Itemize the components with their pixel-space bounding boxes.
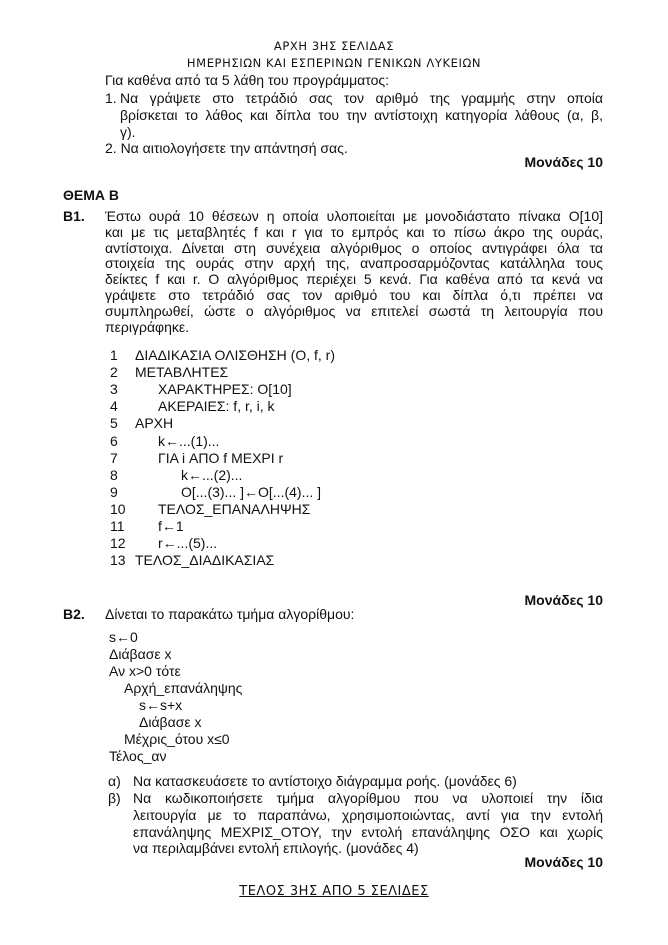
code-line-text: ΑΚΕΡΑΙΕΣ: f, r, i, k <box>158 398 275 415</box>
b2-code-line: Τέλος_αν <box>109 748 167 764</box>
b2-code-line: Αρχή_επανάληψης <box>124 680 243 696</box>
b2-question-b-label: β) <box>108 790 121 806</box>
section-title: ΘΕΜΑ Β <box>63 187 119 203</box>
code-line-text: ΔΙΑΔΙΚΑΣΙΑ ΟΛΙΣΘΗΣΗ (Ο, f, r) <box>135 347 336 363</box>
code-line-number: 5 <box>110 415 118 432</box>
b1-label: Β1. <box>63 208 85 224</box>
intro-item1-line: γ). <box>120 124 136 140</box>
code-line-number: 2 <box>110 364 118 381</box>
page-header-subtitle: ΗΜΕΡΗΣΙΩΝ ΚΑΙ ΕΣΠΕΡΙΝΩΝ ΓΕΝΙΚΩΝ ΛΥΚΕΙΩΝ <box>186 56 482 70</box>
b2-intro: Δίνεται το παρακάτω τμήμα αλγορίθμου: <box>105 606 355 622</box>
b2-code-line: Διάβασε x <box>139 714 202 730</box>
b2-question-b-line: να περιλαμβάνει εντολή επιλογής. (μονάδες 4) <box>133 840 419 857</box>
code-line-number: 12 <box>110 535 126 552</box>
code-line-number: 13 <box>110 552 126 569</box>
code-line-text: ΓΙΑ i ΑΠΟ f ΜΕΧΡΙ r <box>158 449 284 466</box>
code-line-text: k←...(2)... <box>181 466 243 483</box>
code-line-number: 1 <box>110 347 118 363</box>
b2-code-line: s←0 <box>109 629 138 645</box>
b2-question-b-line: επανάληψης ΜΕΧΡΙΣ_ΟΤΟΥ, την εντολή επανάληψης ΟΣΟ και χωρίς <box>133 823 603 840</box>
b2-code-line: Αν x>0 τότε <box>109 663 181 679</box>
code-line-text: f←1 <box>158 518 184 534</box>
code-line-text: ΧΑΡΑΚΤΗΡΕΣ: Ο[10] <box>158 381 292 398</box>
intro-item1-number: 1. <box>105 90 117 106</box>
page-header-title: ΑΡΧΗ 3ΗΣ ΣΕΛΙΔΑΣ <box>273 39 395 53</box>
code-line-text: r←...(5)... <box>158 535 218 552</box>
b1-paragraph-line: αντίστοιχα. Δίνεται στη συνέχεια αλγόριθμος ο οποίος αντιγράφει όλα τα <box>105 239 603 256</box>
intro-item1-line: βρίσκεται το λάθος και δίπλα του την αντίστοιχη κατηγορία λάθους (α, β, <box>120 107 603 123</box>
b2-code-line: s←s+x <box>139 697 183 713</box>
code-line-text: ΤΕΛΟΣ_ΔΙΑΔΙΚΑΣΙΑΣ <box>135 552 275 569</box>
b2-code-line: Διάβασε x <box>109 646 172 662</box>
b1-paragraph-line: και με τις μεταβλητές f και r για το εμπρός και το πίσω άκρο της ουράς, <box>105 223 603 240</box>
code-line-number: 10 <box>110 500 126 517</box>
code-line-number: 3 <box>110 381 118 398</box>
b1-paragraph-line: περιγράφηκε. <box>105 318 190 335</box>
code-line-text: ΜΕΤΑΒΛΗΤΕΣ <box>135 364 229 381</box>
b1-paragraph-line: συμπληρωθεί, ώστε ο αλγόριθμος να επιτελεί σωστά τη λειτουργία που <box>105 302 603 319</box>
points-intro: Μονάδες 10 <box>524 154 603 170</box>
b2-question-b-line: Να κωδικοποιήσετε τμήμα αλγορίθμου που να υλοποιεί την ίδια <box>133 790 603 806</box>
points-b1: Μονάδες 10 <box>524 592 603 608</box>
intro-item1-line: Να γράψετε στο τετράδιό σας τον αριθμό της γραμμής στην οποία <box>120 90 603 106</box>
b2-question-b-line: λειτουργία με το παραπάνω, χρησιμοποιώντας, αντί για την εντολή <box>133 806 603 823</box>
code-line-text: ΤΕΛΟΣ_ΕΠΑΝΑΛΗΨΗΣ <box>158 500 311 517</box>
b2-question-a-label: α) <box>108 773 121 789</box>
b1-paragraph-line: Έστω ουρά 10 θέσεων η οποία υλοποιείται με μονοδιάστατο πίνακα Ο[10] <box>105 208 603 224</box>
page-footer: ΤΕΛΟΣ 3ΗΣ ΑΠΟ 5 ΣΕΛΙΔΕΣ <box>239 884 429 899</box>
b2-code-line: Μέχρις_ότου x≤0 <box>124 731 230 747</box>
code-line-number: 11 <box>110 518 125 534</box>
code-line-number: 8 <box>110 466 118 483</box>
points-b2: Μονάδες 10 <box>524 854 603 870</box>
b2-question-a-text: Να κατασκευάσετε το αντίστοιχο διάγραμμα ροής. (μονάδες 6) <box>133 773 517 789</box>
code-line-text: ΑΡΧΗ <box>135 415 174 432</box>
intro-lead: Για καθένα από τα 5 λάθη του προγράμματος: <box>105 72 390 88</box>
code-line-number: 7 <box>110 449 118 466</box>
intro-item2: 2. Να αιτιολογήσετε την απάντησή σας. <box>105 140 348 156</box>
code-line-number: 9 <box>110 483 118 500</box>
code-line-number: 4 <box>110 398 118 415</box>
code-line-number: 6 <box>110 432 118 449</box>
b1-paragraph-line: στοιχεία της ουράς στην αρχή της, αναπροσαρμόζοντας κατάλληλα τους <box>105 255 603 272</box>
code-line-text: k←...(1)... <box>158 432 220 449</box>
b1-paragraph-line: γράψετε στο τετράδιό σας τον αριθμό του και δίπλα ό,τι πρέπει να <box>105 287 603 303</box>
code-line-text: Ο[...(3)... ]←Ο[...(4)... ] <box>181 483 322 500</box>
b1-paragraph-line: δείκτες f και r. Ο αλγόριθμος περιέχει 5 κενά. Για καθένα από τα κενά να <box>105 271 603 288</box>
b2-label: Β2. <box>63 606 85 622</box>
